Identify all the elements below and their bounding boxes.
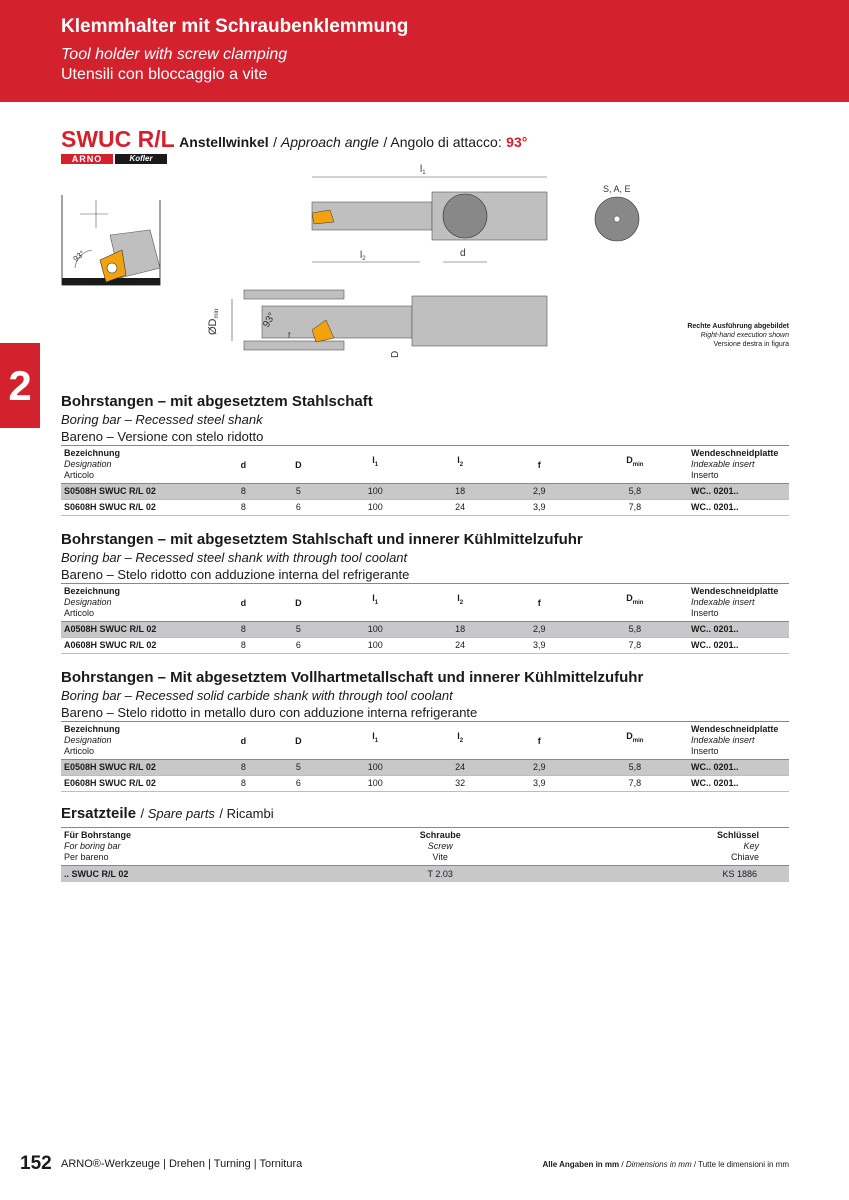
col-designation: Bezeichnung Designation Articolo [64, 586, 121, 618]
header-band [0, 0, 849, 102]
product-code: SWUC R/L [61, 126, 175, 152]
col-d: d [240, 460, 247, 470]
spec-table [61, 583, 789, 654]
section-title-en: Boring bar – Recessed solid carbide shank with through tool coolant [61, 688, 453, 703]
table-row: A0508H SWUC R/L 02 8 5 100 18 2,9 5,8 WC.. 0201.. [61, 622, 789, 638]
table-row: S0508H SWUC R/L 02 8 5 100 18 2,9 5,8 WC.. 0201.. [61, 484, 789, 500]
dim-D: D [390, 350, 401, 358]
col-l1: $l_1$ [372, 455, 379, 468]
col-l1: $l_1$ [372, 731, 379, 744]
col-l2: $l_2$ [457, 731, 464, 744]
spare-parts-title: Ersatzteile / Spare parts / Ricambi [61, 805, 274, 822]
header-title-en: Tool holder with screw clamping [61, 46, 288, 63]
spare-parts-table [61, 827, 789, 882]
header-title-de: Klemmhalter mit Schraubenklemmung [61, 16, 409, 37]
col-f: f [537, 736, 541, 746]
col-f: f [537, 598, 541, 608]
col-dmin: $D_{min}$ [626, 731, 644, 744]
col-insert: Wendeschneidplatte Indexable insert Inserto [691, 586, 779, 618]
kofler-logo: Kofler [115, 154, 167, 164]
col-designation: Bezeichnung Designation Articolo [64, 448, 121, 480]
col-insert: Wendeschneidplatte Indexable insert Inserto [691, 724, 779, 756]
shank-section [595, 184, 639, 241]
col-l1: $l_1$ [372, 593, 379, 606]
product-title: SWUC R/L Anstellwinkel / Approach angle / Angolo di attacco: 93° [61, 126, 528, 152]
section-title-it: Bareno – Stelo ridotto con adduzione interna del refrigerante [61, 567, 410, 582]
chapter-tab[interactable]: 2 [0, 343, 40, 428]
col-f: f [537, 460, 541, 470]
col-dmin: $D_{min}$ [626, 593, 644, 606]
execution-note [687, 322, 789, 349]
col-D: D [295, 460, 302, 470]
section-title-it: Bareno – Versione con stelo ridotto [61, 429, 264, 444]
bore-angle-label: 93° [261, 310, 279, 330]
insert-detail-drawing [62, 195, 160, 285]
dim-l1: $l_1$ [420, 164, 426, 176]
spare-parts-section [61, 827, 789, 882]
execution-note-en: Right-hand execution shown [700, 332, 789, 339]
dim-dmin: ØDmin [207, 308, 220, 335]
bar-side-view [312, 164, 547, 262]
section-title-it: Bareno – Stelo ridotto in metallo duro con adduzione interna refrigerante [61, 705, 478, 720]
dim-f: f [288, 331, 291, 340]
detail-angle-label: 93° [71, 248, 87, 264]
col-key: Schlüssel Key Chiave [716, 830, 759, 862]
section-steel-shank [61, 393, 789, 516]
angle-label-de: Anstellwinkel [179, 134, 269, 150]
col-screw: Schraube Screw Vite [419, 830, 461, 862]
section-title-de: Bohrstangen – Mit abgesetztem Vollhartmetallschaft und innerer Kühlmittelzufuhr [61, 669, 644, 686]
bore-view [207, 290, 547, 358]
section-carbide-shank-coolant [61, 669, 789, 792]
col-d: d [240, 598, 247, 608]
spec-table [61, 445, 789, 516]
col-for-boring-bar: Für Bohrstange For boring bar Per bareno [64, 830, 132, 862]
table-row: E0508H SWUC R/L 02 8 5 100 24 2,9 5,8 WC.. 0201.. [61, 760, 789, 776]
section-title-de: Bohrstangen – mit abgesetztem Stahlschaft [61, 393, 373, 410]
angle-label-it: Angolo di attacco: [390, 134, 502, 150]
col-D: D [295, 736, 302, 746]
angle-label-en: Approach angle [280, 134, 379, 150]
footer-units-note: Alle Angaben in mm / Dimensions in mm / Tutte le dimensioni in mm [542, 1160, 789, 1169]
footer-breadcrumb: ARNO®-Werkzeuge | Drehen | Turning | Tornitura [61, 1158, 303, 1170]
header-title-it: Utensili con bloccaggio a vite [61, 66, 268, 83]
dim-d: d [460, 248, 466, 259]
angle-value: 93° [506, 134, 528, 150]
table-row: S0608H SWUC R/L 02 8 6 100 24 3,9 7,8 WC.. 0201.. [61, 500, 789, 516]
execution-note-de: Rechte Ausführung abgebildet [687, 323, 789, 330]
col-designation: Bezeichnung Designation Articolo [64, 724, 121, 756]
section-title-en: Boring bar – Recessed steel shank [61, 412, 263, 427]
table-row: .. SWUC R/L 02 T 2.03 KS 1886 [61, 866, 789, 883]
arno-logo: ARNO [61, 154, 113, 164]
col-l2: $l_2$ [457, 455, 464, 468]
col-dmin: $D_{min}$ [626, 455, 644, 468]
section-title-en: Boring bar – Recessed steel shank with through tool coolant [61, 550, 408, 565]
spec-table [61, 721, 789, 792]
col-D: D [295, 598, 302, 608]
col-insert: Wendeschneidplatte Indexable insert Inserto [691, 448, 779, 480]
section-title-de: Bohrstangen – mit abgesetztem Stahlschaft und innerer Kühlmittelzufuhr [61, 531, 583, 548]
table-row: A0608H SWUC R/L 02 8 6 100 24 3,9 7,8 WC.. 0201.. [61, 638, 789, 654]
col-l2: $l_2$ [457, 593, 464, 606]
execution-note-it: Versione destra in figura [713, 341, 789, 348]
shank-types-label: S, A, E [603, 184, 631, 194]
section-steel-shank-coolant [61, 531, 789, 654]
dim-l2: $l_2$ [360, 250, 366, 262]
col-d: d [240, 736, 247, 746]
page-number: 152 [20, 1153, 52, 1174]
table-row: E0608H SWUC R/L 02 8 6 100 32 3,9 7,8 WC.. 0201.. [61, 776, 789, 792]
